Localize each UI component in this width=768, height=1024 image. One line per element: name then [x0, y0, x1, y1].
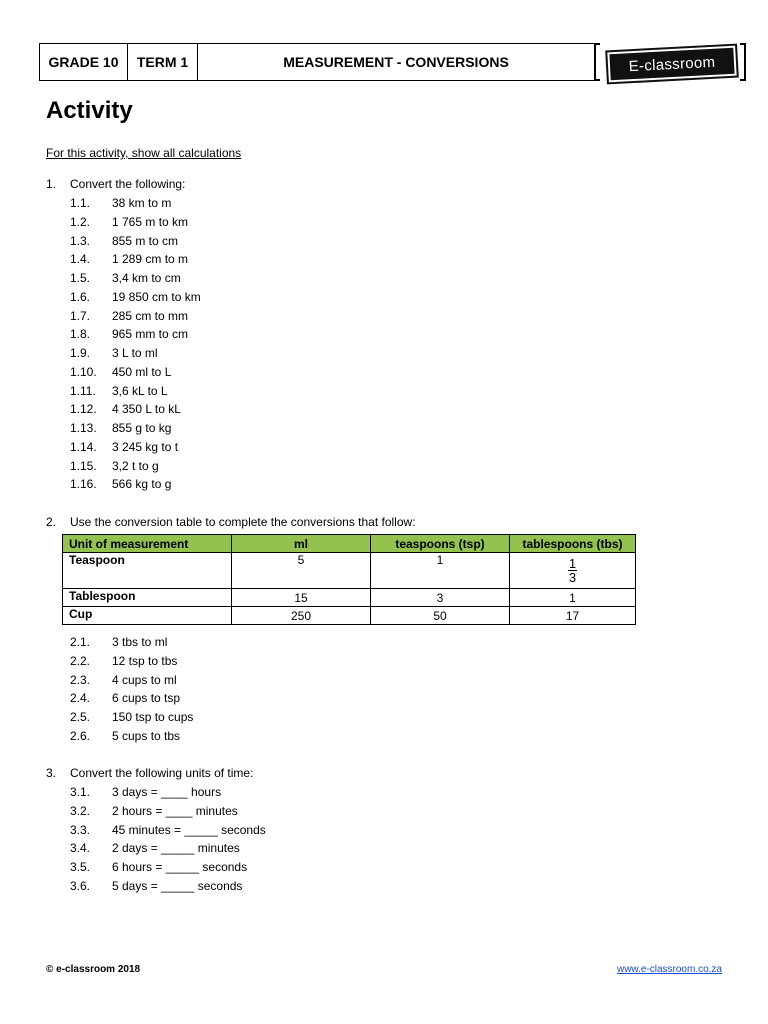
item-text: 3 days = ____ hours	[112, 785, 222, 799]
e-classroom-logo	[598, 43, 746, 83]
item-text: 566 kg to g	[112, 477, 172, 492]
item-number: 1.11.	[70, 383, 96, 398]
item-number: 1.15.	[70, 458, 97, 473]
item-text: 19 850 cm to km	[112, 289, 201, 304]
page-title: MEASUREMENT - CONVERSIONS	[283, 54, 509, 70]
item-number: 2.4.	[70, 691, 91, 706]
tsp-cell: 3	[371, 589, 510, 607]
item-number: 1.7.	[70, 308, 91, 323]
tbs-cell: 1	[510, 589, 636, 607]
ml-cell: 5	[232, 553, 371, 589]
item-text: 6 cups to tsp	[112, 691, 181, 706]
item-text: 450 ml to L	[112, 364, 172, 379]
fraction-denominator: 3	[568, 569, 577, 585]
item-text: 5 cups to tbs	[112, 728, 181, 743]
tsp-cell: 1	[371, 553, 510, 589]
item-text: 150 tsp to cups	[112, 710, 194, 724]
item-text: 3,4 km to cm	[112, 271, 181, 285]
item-number: 1.1.	[70, 196, 91, 210]
item-number: 2.2.	[70, 653, 91, 668]
item-number: 3.6.	[70, 878, 91, 893]
unit-cell: Tablespoon	[63, 589, 232, 607]
item-number: 3.2.	[70, 803, 91, 818]
fraction-numerator: 1	[568, 555, 577, 571]
item-text: 3,6 kL to L	[112, 383, 168, 398]
item-text: 12 tsp to tbs	[112, 653, 178, 668]
item-text: 6 hours = _____ seconds	[112, 860, 248, 874]
item-number: 1.9.	[70, 346, 91, 360]
item-number: 2.1.	[70, 635, 91, 649]
table-row	[63, 589, 636, 607]
question-number: 1.	[46, 177, 57, 191]
column-header: ml	[232, 535, 371, 553]
grade-label: GRADE 10	[40, 44, 128, 80]
item-text: 1 289 cm to m	[112, 252, 189, 267]
question-text: Convert the following units of time:	[70, 766, 254, 780]
footer-website-link[interactable]: www.e-classroom.co.za	[616, 964, 722, 975]
item-text: 1 765 m to km	[112, 214, 189, 229]
item-text: 5 days = _____ seconds	[112, 878, 243, 893]
activity-heading: Activity	[46, 97, 133, 124]
item-text: 855 m to cm	[112, 233, 179, 248]
question-number: 3.	[46, 766, 57, 780]
column-header: tablespoons (tbs)	[510, 535, 636, 553]
conversion-table	[62, 534, 636, 625]
tsp-cell: 50	[371, 607, 510, 625]
item-number: 1.14.	[70, 439, 97, 454]
item-number: 2.3.	[70, 672, 91, 687]
item-number: 1.10.	[70, 364, 97, 379]
item-number: 1.3.	[70, 233, 91, 248]
logo-text: E-classroom	[628, 53, 716, 75]
item-text: 285 cm to mm	[112, 308, 189, 323]
item-number: 3.1.	[70, 785, 91, 799]
item-number: 1.8.	[70, 327, 91, 342]
question-text: Use the conversion table to complete the conversions that follow:	[70, 515, 416, 529]
unit-cell: Teaspoon	[63, 553, 232, 589]
table-header-row	[63, 535, 636, 553]
table-row	[63, 607, 636, 625]
question-number: 2.	[46, 515, 57, 529]
item-text: 965 mm to cm	[112, 327, 189, 342]
question-text: Convert the following:	[70, 177, 186, 191]
item-number: 1.5.	[70, 271, 91, 285]
item-text: 855 g to kg	[112, 421, 172, 435]
item-number: 1.2.	[70, 214, 91, 229]
item-number: 1.12.	[70, 402, 97, 417]
item-text: 45 minutes = _____ seconds	[112, 822, 266, 837]
column-header: teaspoons (tsp)	[371, 535, 510, 553]
ml-cell: 250	[232, 607, 371, 625]
item-number: 1.4.	[70, 252, 91, 267]
tbs-cell	[510, 553, 636, 589]
footer-copyright: © e-classroom 2018	[46, 964, 141, 975]
item-text: 4 cups to ml	[112, 672, 177, 687]
column-header: Unit of measurement	[63, 535, 232, 553]
item-number: 3.5.	[70, 860, 91, 874]
item-number: 3.4.	[70, 841, 91, 856]
unit-cell: Cup	[63, 607, 232, 625]
table-row	[63, 553, 636, 589]
item-number: 1.13.	[70, 421, 97, 435]
ml-cell: 15	[232, 589, 371, 607]
item-text: 3 L to ml	[112, 346, 158, 360]
item-number: 3.3.	[70, 822, 91, 837]
item-text: 2 hours = ____ minutes	[112, 803, 238, 818]
item-text: 38 km to m	[112, 196, 172, 210]
header-bar	[39, 43, 595, 81]
term-label: TERM 1	[128, 44, 198, 80]
fraction	[568, 557, 577, 584]
item-number: 1.16.	[70, 477, 97, 492]
logo-badge	[607, 46, 736, 83]
item-number: 2.5.	[70, 710, 91, 724]
item-text: 2 days = _____ minutes	[112, 841, 240, 856]
instruction-text: For this activity, show all calculations	[46, 146, 242, 160]
item-text: 3 245 kg to t	[112, 439, 179, 454]
tbs-cell: 17	[510, 607, 636, 625]
item-text: 4 350 L to kL	[112, 402, 181, 417]
item-text: 3 tbs to ml	[112, 635, 168, 649]
item-text: 3,2 t to g	[112, 458, 159, 473]
item-number: 2.6.	[70, 728, 91, 743]
item-number: 1.6.	[70, 289, 91, 304]
